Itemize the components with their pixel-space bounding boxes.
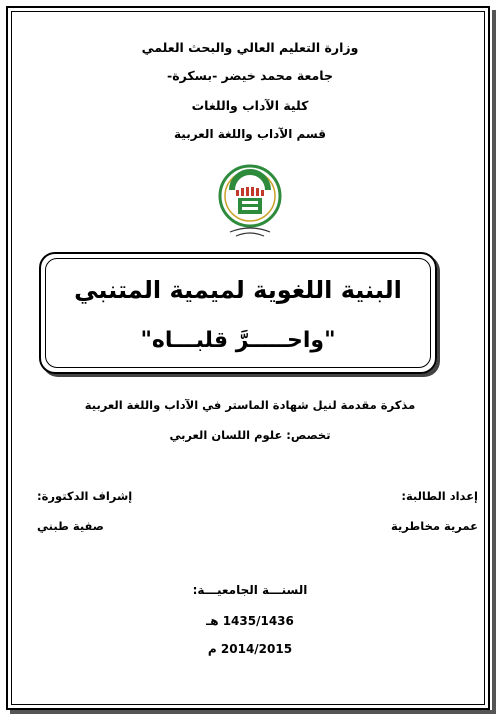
department-name: قسم الآداب واللغة العربية — [174, 127, 326, 141]
university-name: جامعة محمد خيضر -بسكرة- — [167, 68, 333, 83]
thesis-title: البنية اللغوية لميمية المتنبي — [74, 276, 402, 304]
student-label: إعداد الطالبة: — [401, 489, 478, 503]
thesis-purpose: مذكرة مقدمة لنيل شهادة الماستر في الآداب واللغة العربية — [84, 398, 416, 412]
supervisor-label: إشراف الدكتورة: — [37, 489, 133, 503]
thesis-subtitle: "واحـــــرَّ قلبـــاه" — [140, 328, 336, 353]
page-shadow-right — [492, 10, 496, 714]
university-logo-icon — [200, 160, 300, 240]
page-shadow-bottom — [10, 710, 496, 714]
faculty-name: كلية الآداب واللغات — [191, 98, 309, 113]
title-box — [39, 252, 437, 374]
ministry-name: وزارة التعليم العالي والبحث العلمي — [141, 40, 359, 55]
supervisor-name: صفية طبني — [37, 519, 104, 533]
student-name: عمرية مخاطرية — [390, 519, 478, 533]
academic-year-label: السنـــة الجامعيـــة: — [192, 583, 308, 597]
academic-year-hijri: 1435/1436 هـ — [206, 614, 294, 628]
thesis-specialty: تخصص: علوم اللسان العربي — [169, 428, 331, 442]
academic-year-gregorian: 2014/2015 م — [207, 642, 293, 656]
